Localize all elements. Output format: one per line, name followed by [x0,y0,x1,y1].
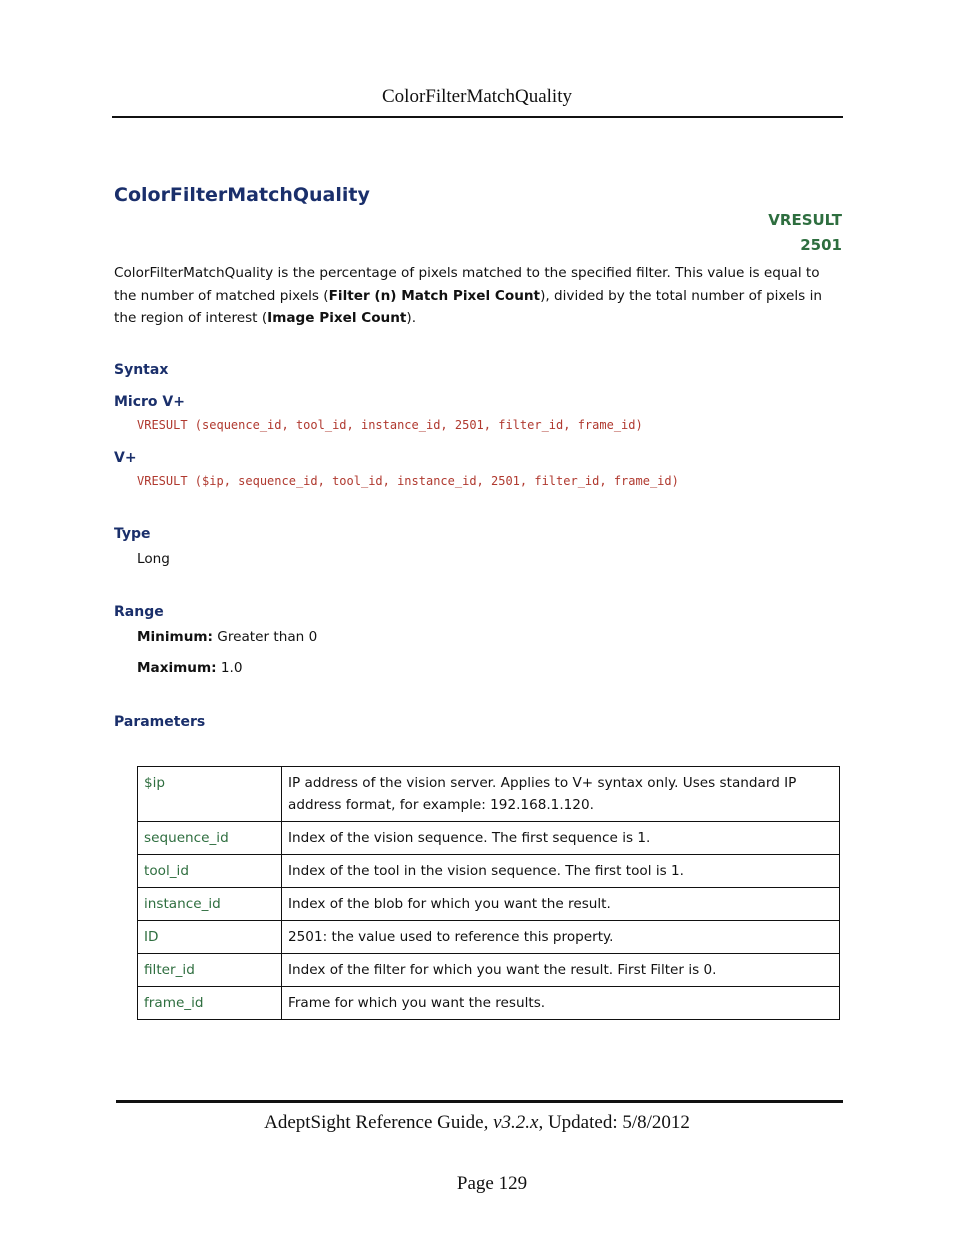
param-description: 2501: the value used to reference this property. [282,921,840,954]
vplus-code: VRESULT ($ip, sequence_id, tool_id, instance_id, 2501, filter_id, frame_id) [137,474,679,488]
header-rule [112,116,843,118]
vresult-label: VRESULT [768,211,842,229]
table-row [138,822,840,855]
param-name: instance_id [138,888,282,921]
table-row [138,954,840,987]
footer-guide-title: AdeptSight Reference Guide [264,1112,484,1133]
vresult-badge [768,208,842,258]
param-description: Index of the tool in the vision sequence. The first tool is 1. [282,855,840,888]
param-name: tool_id [138,855,282,888]
param-description: Index of the vision sequence. The first sequence is 1. [282,822,840,855]
param-description: Index of the filter for which you want the result. First Filter is 0. [282,954,840,987]
parameters-heading: Parameters [114,714,206,730]
syntax-heading: Syntax [114,362,169,378]
footer-updated: , Updated: 5/8/2012 [538,1112,690,1133]
parameters-table [137,766,840,1020]
footer-line [0,1112,954,1134]
param-description: Index of the blob for which you want the result. [282,888,840,921]
running-header: ColorFilterMatchQuality [382,86,572,107]
param-description: Frame for which you want the results. [282,987,840,1020]
description-text-3: ). [406,310,417,326]
table-row [138,888,840,921]
description-text-2: ), divided by the total number of pixels in the region of interest ( [114,287,822,326]
param-name: frame_id [138,987,282,1020]
range-heading: Range [114,604,164,620]
table-row [138,855,840,888]
page-title: ColorFilterMatchQuality [114,184,370,206]
param-name: $ip [138,767,282,822]
table-row [138,987,840,1020]
range-max-value: 1.0 [216,660,243,676]
description-paragraph [114,262,844,330]
footer-version: , v3.2.x [483,1112,539,1133]
footer-rule [116,1100,843,1103]
type-value: Long [137,551,170,567]
param-name: sequence_id [138,822,282,855]
range-min-value: Greater than 0 [212,629,318,645]
description-text-1: ColorFilterMatchQuality is the percentage of pixels matched to the specified filter. This value is equal to the number of matched pixels ( [114,265,820,304]
micro-vplus-heading: Micro V+ [114,394,185,410]
param-description: IP address of the vision server. Applies to V+ syntax only. Uses standard IP address format, for example: 192.168.1.120. [282,767,840,822]
range-maximum [137,660,243,676]
vresult-number: 2501 [800,236,842,254]
param-name: ID [138,921,282,954]
range-min-label: Minimum: [137,629,213,645]
vplus-heading: V+ [114,450,137,466]
table-row [138,767,840,822]
table-row [138,921,840,954]
description-bold-1: Filter (n) Match Pixel Count [328,287,541,304]
micro-vplus-code: VRESULT (sequence_id, tool_id, instance_id, 2501, filter_id, frame_id) [137,418,643,432]
type-heading: Type [114,526,151,542]
description-bold-2: Image Pixel Count [267,310,407,326]
param-name: filter_id [138,954,282,987]
range-minimum [137,629,317,645]
range-max-label: Maximum: [137,660,217,676]
page-number: Page 129 [456,1173,528,1194]
